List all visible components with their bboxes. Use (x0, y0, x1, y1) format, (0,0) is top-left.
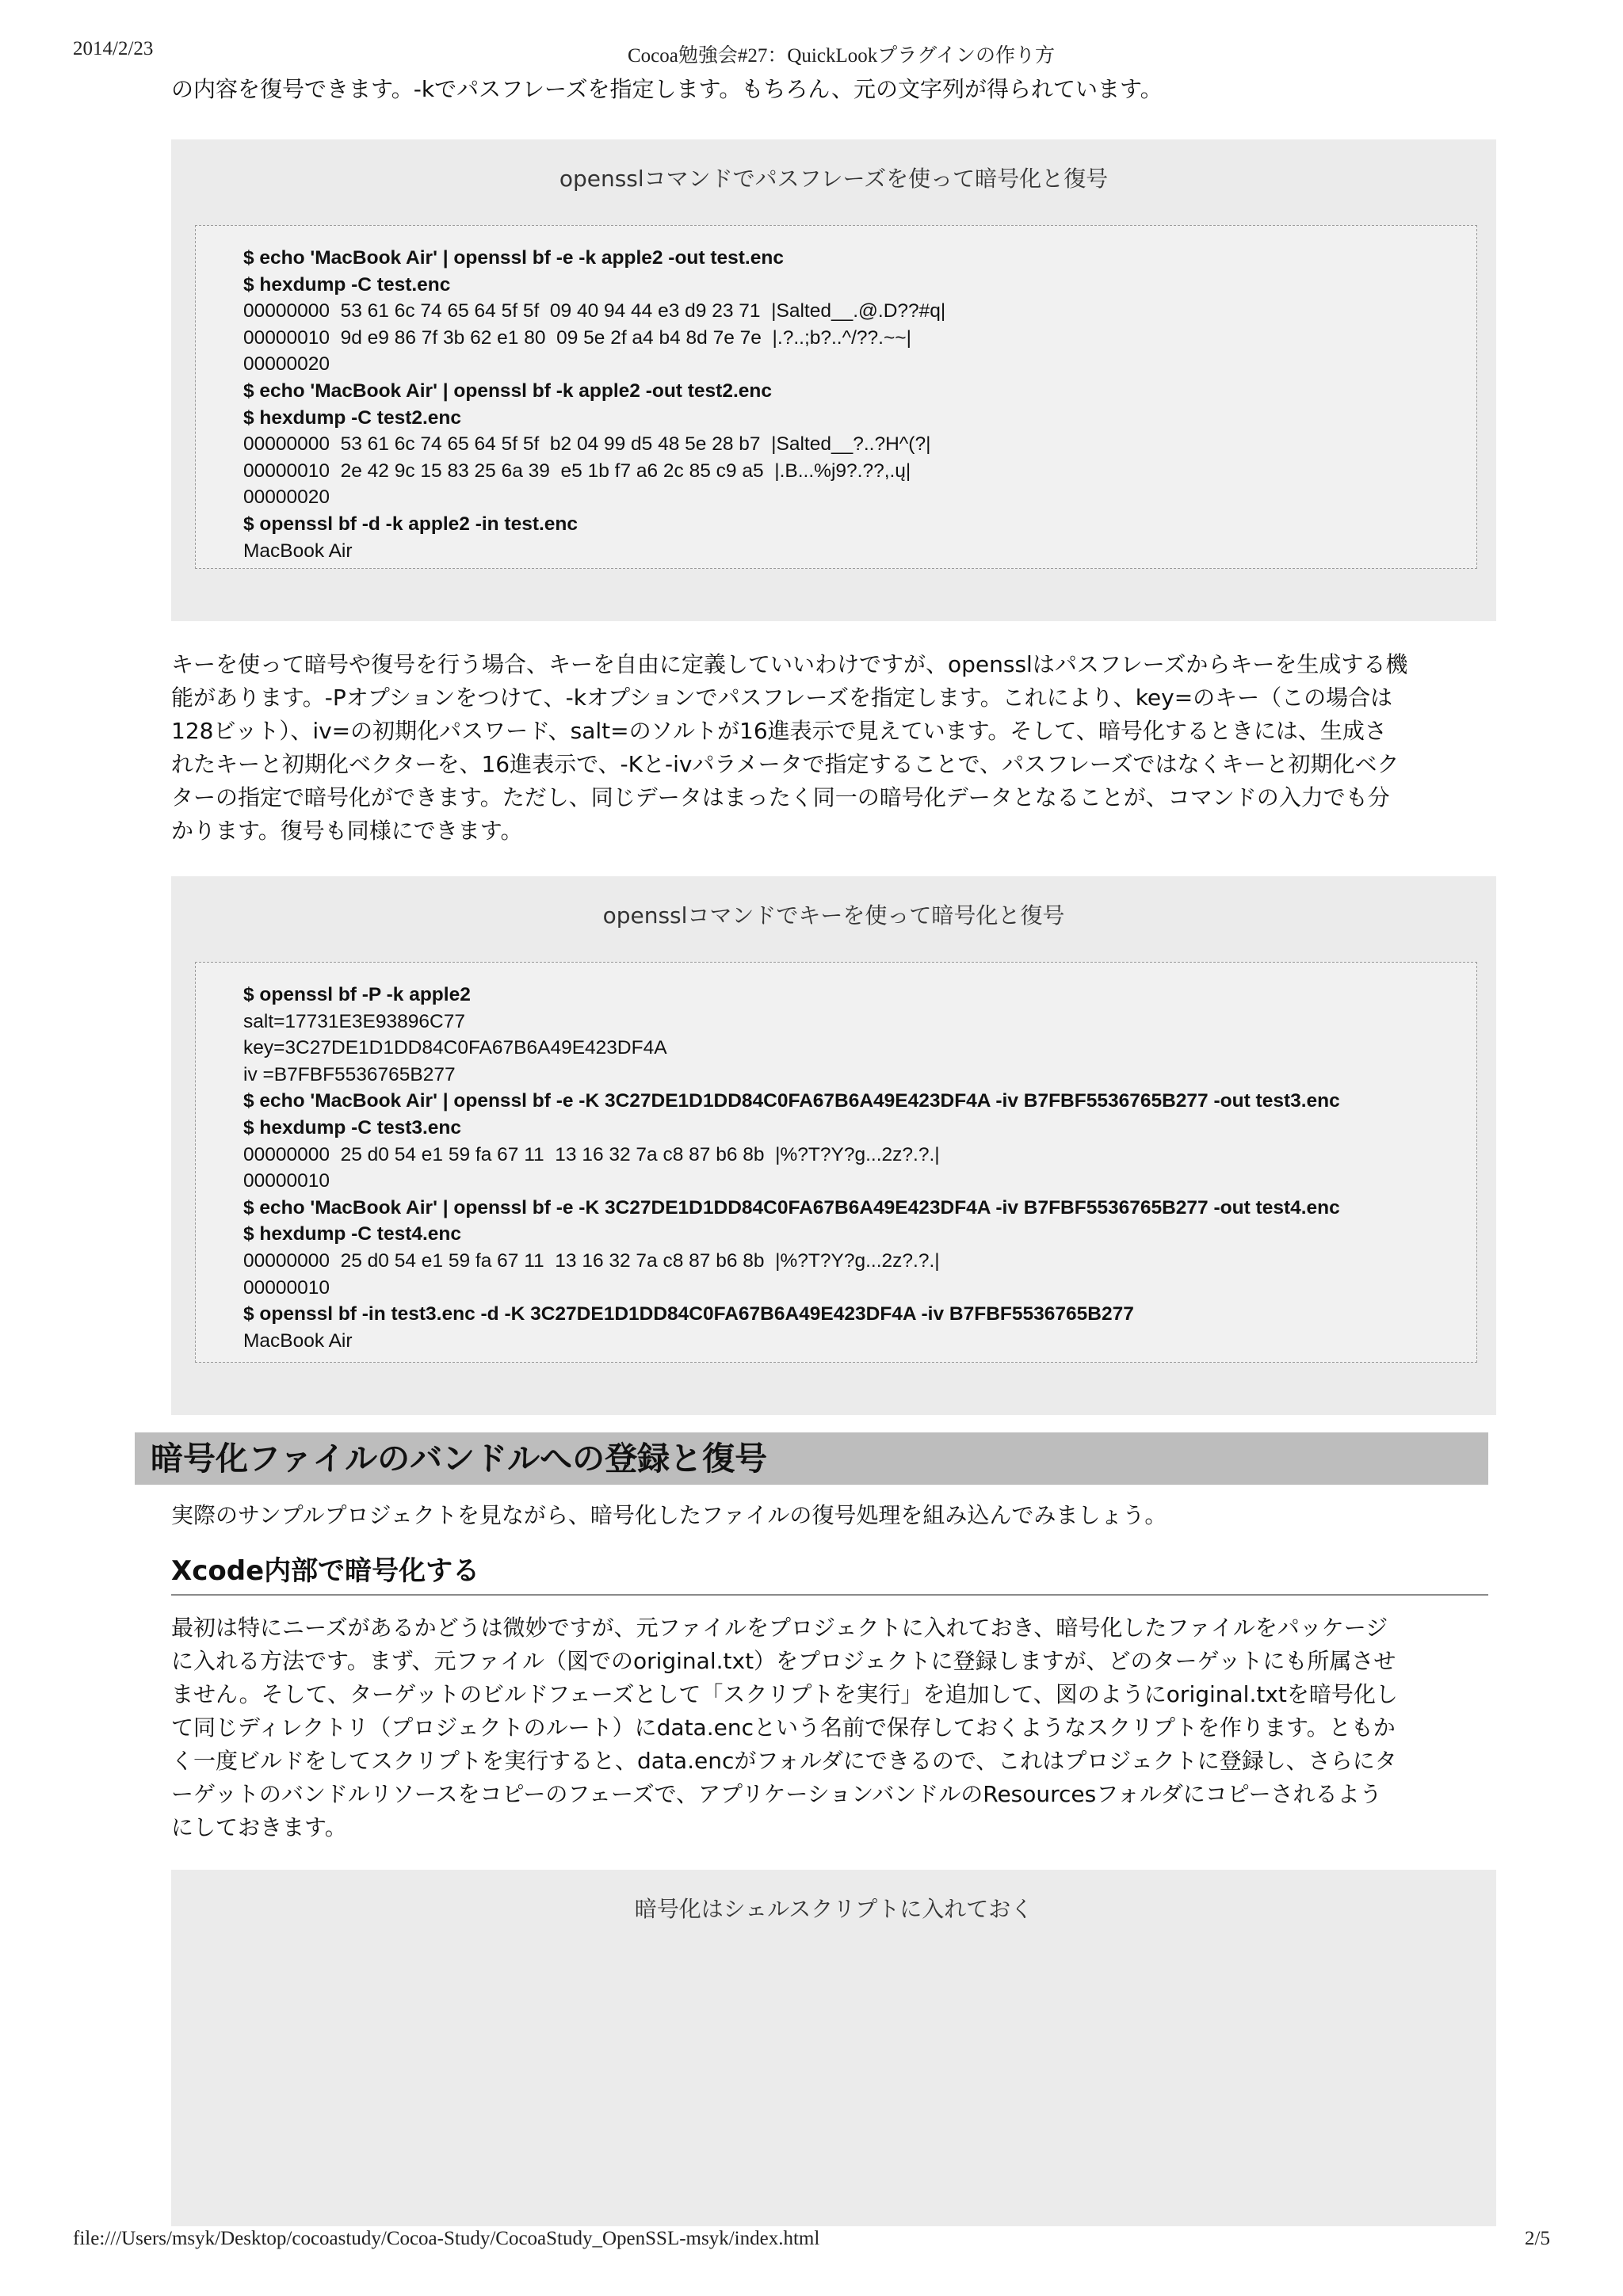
command-line: $ echo 'MacBook Air' | openssl bf -k apple2 -out test2.enc (243, 379, 772, 402)
command-line: $ hexdump -C test3.enc (243, 1116, 462, 1138)
command-line: $ hexdump -C test.enc (243, 273, 451, 296)
command-line: $ hexdump -C test2.enc (243, 406, 462, 429)
print-header (73, 38, 1550, 70)
intro-paragraph: の内容を復号できます。-kでパスフレーズを指定します。もちろん、元の文字列が得られています。 (171, 76, 1163, 102)
paragraph-line: 最初は特にニーズがあるかどうは微妙ですが、元ファイルをプロジェクトに入れておき、暗号化したファイルをパッケージ (171, 1615, 1388, 1641)
subsection-title: Xcode内部で暗号化する (171, 1555, 480, 1587)
output-line: 00000000 25 d0 54 e1 59 fa 67 11 13 16 32 7a c8 87 b6 8b |%?T?Y?g...2z?.?.| (243, 1249, 940, 1272)
figure-caption: opensslコマンドでパスフレーズを使って暗号化と復号 (559, 166, 1109, 192)
output-line: 00000000 53 61 6c 74 65 64 5f 5f b2 04 99 d5 48 5e 28 b7 |Salted__?..?H^(?| (243, 433, 931, 456)
code-figure-shell-script (171, 1870, 1496, 2226)
command-line: $ openssl bf -in test3.enc -d -K 3C27DE1D1DD84C0FA67B6A49E423DF4A -iv B7FBF5536765B277 (243, 1303, 1134, 1325)
paragraph-line: に入れる方法です。まず、元ファイル（図でのoriginal.txt）をプロジェクトに登録しますが、どのターゲットにも所属させ (171, 1648, 1396, 1674)
figure-caption: 暗号化はシェルスクリプトに入れておく (634, 1896, 1033, 1922)
paragraph-line: ません。そして、ターゲットのビルドフェーズとして「スクリプトを実行」を追加して、図のようにoriginal.txtを暗号化し (171, 1681, 1398, 1707)
code-figure-passphrase (171, 139, 1496, 621)
page-number: 2/5 (1525, 2228, 1550, 2249)
command-line: $ echo 'MacBook Air' | openssl bf -e -K 3C27DE1D1DD84C0FA67B6A49E423DF4A -iv B7FBF5536765B277 -out test3.enc (243, 1090, 1340, 1112)
paragraph-line: かります。復号も同様にできます。 (171, 818, 523, 844)
paragraph-line: キーを使って暗号や復号を行う場合、キーを自由に定義していいわけですが、opensslはパスフレーズからキーを生成する機 (171, 651, 1408, 677)
paragraph-line: にしておきます。 (171, 1814, 347, 1840)
print-footer (73, 2228, 1550, 2260)
paragraph-line: ーゲットのバンドルリソースをコピーのフェーズで、アプリケーションバンドルのResourcesフォルダにコピーされるよう (171, 1781, 1382, 1807)
output-line: MacBook Air (243, 1329, 353, 1352)
output-line: key=3C27DE1D1DD84C0FA67B6A49E423DF4A (243, 1037, 667, 1059)
output-line: salt=17731E3E93896C77 (243, 1010, 465, 1032)
output-line: 00000020 (243, 353, 330, 376)
paragraph-line: 能があります。-Pオプションをつけて、-kオプションでパスフレーズを指定します。これにより、key=のキー（この場合は (171, 685, 1393, 711)
output-line: iv =B7FBF5536765B277 (243, 1063, 456, 1085)
output-line: 00000020 (243, 486, 330, 509)
output-line: 00000010 (243, 1276, 330, 1299)
output-line: MacBook Air (243, 540, 353, 562)
paragraph-line: て同じディレクトリ（プロジェクトのルート）にdata.encという名前で保存しておくようなスクリプトを作ります。ともか (171, 1714, 1396, 1741)
command-line: $ openssl bf -P -k apple2 (243, 984, 471, 1005)
command-line: $ hexdump -C test4.enc (243, 1223, 462, 1245)
print-title: Cocoa勉強会#27：QuickLookプラグインの作り方 (628, 45, 1055, 67)
code-figure-key (171, 876, 1496, 1415)
command-line: $ openssl bf -d -k apple2 -in test.enc (243, 513, 579, 535)
subsection-paragraph (171, 1611, 1487, 1844)
code-block (195, 225, 1477, 569)
output-line: 00000000 25 d0 54 e1 59 fa 67 11 13 16 32 7a c8 87 b6 8b |%?T?Y?g...2z?.?.| (243, 1143, 940, 1165)
output-line: 00000010 2e 42 9c 15 83 25 6a 39 e5 1b f7 a6 2c 85 c9 a5 |.B...%j9?.??,.ų| (243, 460, 911, 482)
section-heading (135, 1432, 1488, 1485)
section-intro: 実際のサンプルプロジェクトを見ながら、暗号化したファイルの復号処理を組み込んでみましょう。 (171, 1502, 1167, 1528)
paragraph-line: く一度ビルドをしてスクリプトを実行すると、data.encがフォルダにできるので、これはプロジェクトに登録し、さらにタ (171, 1748, 1397, 1774)
output-line: 00000010 9d e9 86 7f 3b 62 e1 80 09 5e 2f a4 b4 8d 7e 7e |.?..;b?..^/??.~~| (243, 326, 911, 349)
print-date: 2014/2/23 (73, 38, 154, 59)
paragraph-line: れたキーと初期化ベクターを、16進表示で、-Kと-ivパラメータで指定することで、パスフレーズではなくキーと初期化ベク (171, 751, 1400, 777)
section-title: 暗号化ファイルのバンドルへの登録と復号 (151, 1440, 768, 1478)
code-block (195, 962, 1477, 1363)
subsection-heading (171, 1551, 1488, 1596)
key-explanation-paragraph (171, 648, 1487, 848)
paragraph-line: 128ビット）、iv=の初期化パスワード、salt=のソルトが16進表示で見えています。そして、暗号化するときには、生成さ (171, 718, 1387, 744)
figure-caption: opensslコマンドでキーを使って暗号化と復号 (602, 902, 1065, 929)
output-line: 00000000 53 61 6c 74 65 64 5f 5f 09 40 94 44 e3 d9 23 71 |Salted__.@.D??#q| (243, 300, 946, 322)
command-line: $ echo 'MacBook Air' | openssl bf -e -K 3C27DE1D1DD84C0FA67B6A49E423DF4A -iv B7FBF5536765B277 -out test4.enc (243, 1196, 1340, 1219)
command-line: $ echo 'MacBook Air' | openssl bf -e -k apple2 -out test.enc (243, 247, 784, 269)
paragraph-line: ターの指定で暗号化ができます。ただし、同じデータはまったく同一の暗号化データとなることが、コマンドの入力でも分 (171, 784, 1390, 810)
print-url: file:///Users/msyk/Desktop/cocoastudy/Cocoa-Study/CocoaStudy_OpenSSL-msyk/index.html (73, 2228, 820, 2249)
output-line: 00000010 (243, 1170, 330, 1192)
